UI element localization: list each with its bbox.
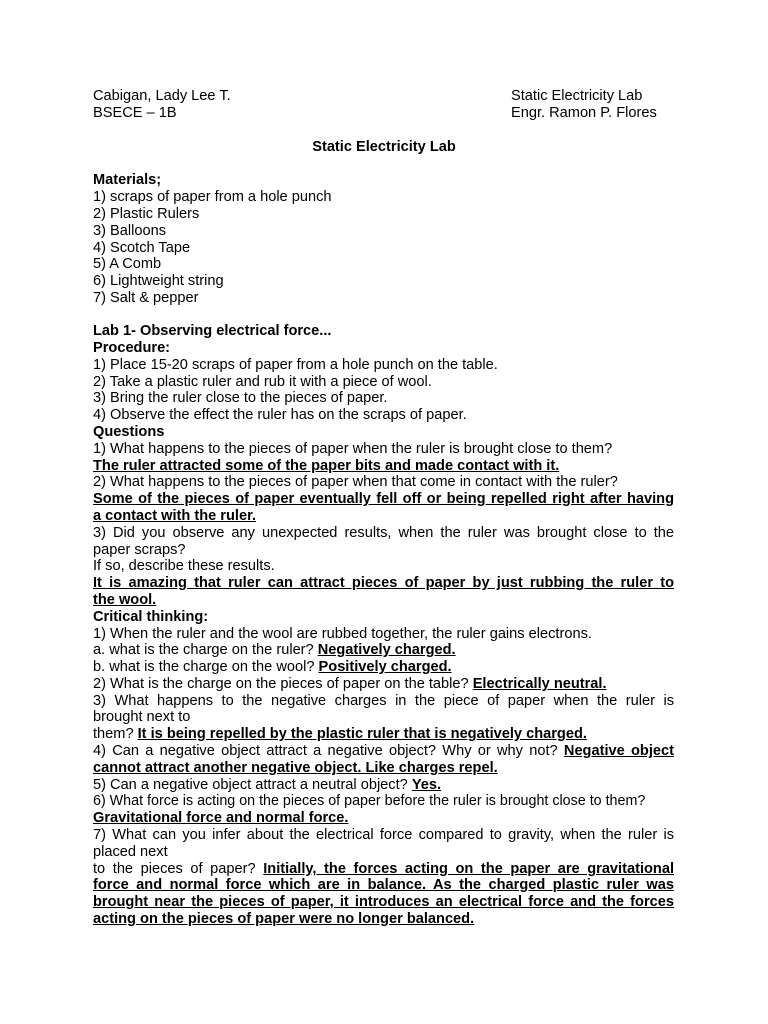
question-text: to the pieces of paper? xyxy=(93,861,264,877)
list-item: 4) Scotch Tape xyxy=(93,240,191,256)
question-text: b. what is the charge on the wool? xyxy=(93,659,319,675)
instructor-name: Engr. Ramon P. Flores xyxy=(511,105,657,121)
answer-text: Positively charged. xyxy=(318,659,452,675)
question-2: 2) What happens to the pieces of paper when that come in contact with the ruler? xyxy=(93,474,618,490)
answer-text: Initially, the forces acting on the paper are gravitational xyxy=(263,861,674,877)
questions-heading: Questions xyxy=(93,424,165,440)
answer-1: The ruler attracted some of the paper bits and made contact with it. xyxy=(93,458,560,474)
answer-text: Negative object xyxy=(563,743,674,759)
question-1: 1) What happens to the pieces of paper when the ruler is brought close to them? xyxy=(93,441,613,457)
critical-question-3-line-3 xyxy=(93,726,587,743)
list-item: 3) Balloons xyxy=(93,223,167,239)
procedure-step: 1) Place 15-20 scraps of paper from a hole punch on the table. xyxy=(93,357,498,373)
critical-question-1: 1) When the ruler and the wool are rubbed together, the ruler gains electrons. xyxy=(93,626,592,642)
critical-answer-4-line-2: cannot attract another negative object. Like charges repel. xyxy=(93,760,498,776)
procedure-heading: Procedure: xyxy=(93,340,171,356)
list-item: 5) A Comb xyxy=(93,256,162,272)
answer-text: Negatively charged. xyxy=(317,642,456,658)
lab-name: Static Electricity Lab xyxy=(511,88,643,104)
answer-2-line-2: a contact with the ruler. xyxy=(93,508,256,524)
answer-text: It is being repelled by the plastic ruler that is negatively charged. xyxy=(137,726,587,742)
critical-question-3-line-2: brought next to xyxy=(93,709,191,725)
list-item: 2) Plastic Rulers xyxy=(93,206,200,222)
critical-question-2 xyxy=(93,676,607,693)
list-item: 7) Salt & pepper xyxy=(93,290,199,306)
question-text: 5) Can a negative object attract a neutral object? xyxy=(93,777,412,793)
answer-3-line-1: It is amazing that ruler can attract pieces of paper by just rubbing the ruler to xyxy=(93,575,674,591)
question-text: a. what is the charge on the ruler? xyxy=(93,642,318,658)
student-name: Cabigan, Lady Lee T. xyxy=(93,88,231,104)
critical-question-1b xyxy=(93,659,452,676)
question-3-line-1: 3) Did you observe any unexpected results, when the ruler was brought close to the xyxy=(93,525,674,541)
answer-text: Yes. xyxy=(411,777,442,793)
lab1-heading: Lab 1- Observing electrical force... xyxy=(93,323,332,339)
question-3-line-3: If so, describe these results. xyxy=(93,558,275,574)
critical-question-7-line-3 xyxy=(93,861,674,878)
critical-question-3-line-1: 3) What happens to the negative charges in the piece of paper when the ruler is xyxy=(93,693,674,709)
question-3-line-2: paper scraps? xyxy=(93,542,186,558)
question-text: 2) What is the charge on the pieces of paper on the table? xyxy=(93,676,473,692)
materials-heading: Materials; xyxy=(93,172,162,188)
procedure-step: 2) Take a plastic ruler and rub it with a piece of wool. xyxy=(93,374,432,390)
critical-question-7-line-2: placed next xyxy=(93,844,168,860)
list-item: 6) Lightweight string xyxy=(93,273,224,289)
critical-question-6: 6) What force is acting on the pieces of paper before the ruler is brought close to them? xyxy=(93,793,646,809)
critical-answer-7-line-3: brought near the pieces of paper, it introduces an electrical force and the forces xyxy=(93,894,674,910)
student-section: BSECE – 1B xyxy=(93,105,177,121)
critical-question-7-line-1: 7) What can you infer about the electrical force compared to gravity, when the ruler is xyxy=(93,827,674,843)
critical-thinking-heading: Critical thinking: xyxy=(93,609,209,625)
question-text: 4) Can a negative object attract a negative object? Why or why not? xyxy=(93,743,564,759)
answer-3-line-2: the wool. xyxy=(93,592,157,608)
procedure-step: 3) Bring the ruler close to the pieces of paper. xyxy=(93,390,388,406)
answer-text: Electrically neutral. xyxy=(472,676,607,692)
question-text: them? xyxy=(93,726,138,742)
procedure-step: 4) Observe the effect the ruler has on the scraps of paper. xyxy=(93,407,467,423)
critical-question-4-line-1 xyxy=(93,743,674,760)
document-title: Static Electricity Lab xyxy=(312,139,456,155)
list-item: 1) scraps of paper from a hole punch xyxy=(93,189,332,205)
critical-answer-7-line-2: force and normal force which are in balance. As the charged plastic ruler was xyxy=(93,877,674,893)
answer-2-line-1: Some of the pieces of paper eventually fell off or being repelled right after having xyxy=(93,491,674,507)
critical-question-5 xyxy=(93,777,441,794)
critical-answer-7-line-4: acting on the pieces of paper were no longer balanced. xyxy=(93,911,475,927)
critical-answer-6: Gravitational force and normal force. xyxy=(93,810,349,826)
critical-question-1a xyxy=(93,642,456,659)
